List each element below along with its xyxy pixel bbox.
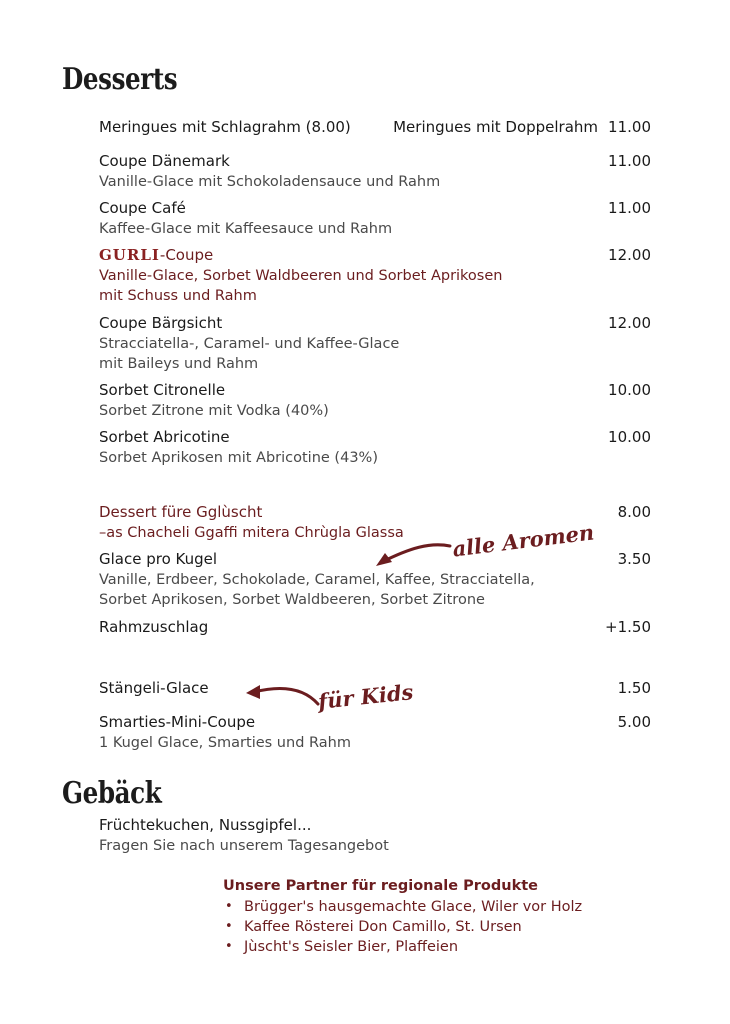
item-price: 5.00 bbox=[617, 713, 651, 731]
item-description: –as Chacheli Ggaffi mitera Chrùgla Glassa bbox=[99, 525, 404, 541]
item-name: Coupe Bärgsicht bbox=[99, 314, 223, 332]
partners-list bbox=[223, 897, 663, 957]
item-name: Glace pro Kugel bbox=[99, 550, 218, 568]
item-name: Meringues mit Schlagrahm (8.00) bbox=[99, 118, 351, 136]
curved-arrow-icon bbox=[242, 680, 322, 710]
annotation-fuer-kids: für Kids bbox=[316, 679, 415, 714]
item-price: 11.00 bbox=[608, 199, 651, 217]
partners-title: Unsere Partner für regionale Produkte bbox=[223, 878, 538, 894]
item-price: 11.00 bbox=[608, 118, 651, 136]
menu-item bbox=[99, 313, 651, 374]
item-name: Dessert füre Gglùscht bbox=[99, 503, 263, 521]
list-item: • Brügger's hausgemachte Glace, Wiler vor Holz bbox=[223, 897, 663, 917]
item-price: 8.00 bbox=[617, 503, 651, 521]
item-name: -Coupe bbox=[159, 246, 214, 264]
item-price: 11.00 bbox=[608, 152, 651, 170]
annotation-alle-aromen: alle Aromen bbox=[451, 519, 596, 562]
item-name: Stängeli-Glace bbox=[99, 679, 209, 697]
partners-block bbox=[223, 876, 663, 957]
item-price: 10.00 bbox=[608, 381, 651, 399]
list-item: • Kaffee Rösterei Don Camillo, St. Ursen bbox=[223, 917, 663, 937]
item-description: 1 Kugel Glace, Smarties und Rahm bbox=[99, 735, 351, 751]
item-description: mit Baileys und Rahm bbox=[99, 356, 259, 372]
menu-item bbox=[99, 712, 651, 753]
gebaeck-title: Gebäck bbox=[62, 776, 162, 811]
item-description: Sorbet Aprikosen mit Abricotine (43%) bbox=[99, 450, 378, 466]
item-description: mit Schuss und Rahm bbox=[99, 288, 257, 304]
menu-item bbox=[99, 198, 651, 239]
item-name: Sorbet Citronelle bbox=[99, 381, 226, 399]
menu-item-meringues bbox=[99, 117, 651, 138]
item-description: Fragen Sie nach unserem Tagesangebot bbox=[99, 838, 389, 854]
item-description: Sorbet Aprikosen, Sorbet Waldbeeren, Sorbet Zitrone bbox=[99, 592, 485, 608]
item-name-wrap bbox=[99, 245, 213, 266]
item-description: Stracciatella-, Caramel- und Kaffee-Glace bbox=[99, 336, 400, 352]
menu-item bbox=[99, 380, 651, 421]
item-description: Vanille-Glace mit Schokoladensauce und Rahm bbox=[99, 174, 441, 190]
item-name: Sorbet Abricotine bbox=[99, 428, 230, 446]
menu-item bbox=[99, 151, 651, 192]
menu-item-gebaeck bbox=[99, 815, 651, 856]
item-price: 1.50 bbox=[617, 679, 651, 697]
item-description: Vanille, Erdbeer, Schokolade, Caramel, Kaffee, Stracciatella, bbox=[99, 572, 535, 588]
item-name: Coupe Café bbox=[99, 199, 186, 217]
item-price: 10.00 bbox=[608, 428, 651, 446]
menu-item bbox=[99, 427, 651, 468]
item-description: Sorbet Zitrone mit Vodka (40%) bbox=[99, 403, 329, 419]
item-description: Vanille-Glace, Sorbet Waldbeeren und Sorbet Aprikosen bbox=[99, 268, 503, 284]
gurli-logo: GURLI bbox=[99, 246, 160, 264]
item-price: 3.50 bbox=[617, 550, 651, 568]
item-name: Coupe Dänemark bbox=[99, 152, 230, 170]
item-price: 12.00 bbox=[608, 314, 651, 332]
menu-item-gurli bbox=[99, 245, 651, 306]
item-name: Früchtekuchen, Nussgipfel... bbox=[99, 816, 312, 834]
item-description: Kaffee-Glace mit Kaffeesauce und Rahm bbox=[99, 221, 393, 237]
list-item: • Jùscht's Seisler Bier, Plaffeien bbox=[223, 937, 663, 957]
item-name: Rahmzuschlag bbox=[99, 618, 209, 636]
item-name: Smarties-Mini-Coupe bbox=[99, 713, 256, 731]
item-price: 12.00 bbox=[608, 246, 651, 264]
desserts-title: Desserts bbox=[62, 62, 178, 97]
curved-arrow-icon bbox=[370, 540, 454, 570]
menu-item bbox=[99, 617, 651, 638]
item-price: +1.50 bbox=[605, 618, 651, 636]
item-name-alt: Meringues mit Doppelrahm bbox=[393, 118, 599, 136]
